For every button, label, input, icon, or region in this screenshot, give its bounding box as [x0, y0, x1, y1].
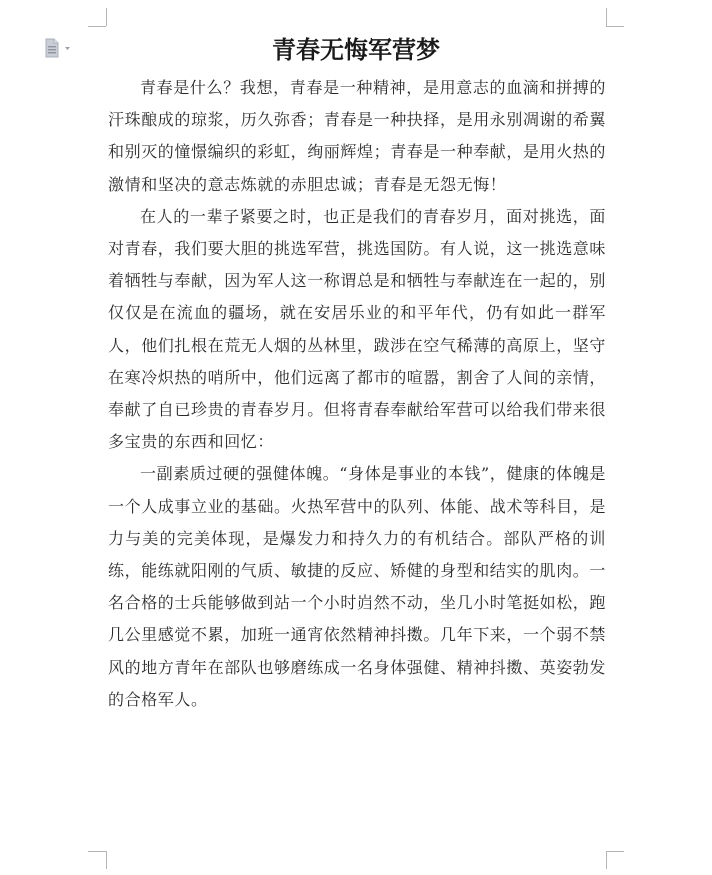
crop-mark	[606, 26, 624, 27]
document-body	[108, 72, 606, 716]
crop-mark	[606, 851, 607, 869]
crop-mark	[106, 851, 107, 869]
paragraph: 一副素质过硬的强健体魄。“身体是事业的本钱”，健康的体魄是一个人成事立业的基础。火热军营中的队列、体能、战术等科目，是力与美的完美体现，是爆发力和持久力的有机结合。部队严格的训练，能练就阳刚的气质、敏捷的反应、矫健的身型和结实的肌肉。一名合格的士兵能够做到站一个小时岿然不动，坐几小时笔挺如松，跑几公里感觉不累，加班一通宵依然精神抖擞。几年下来，一个弱不禁风的地方青年在部队也够磨练成一名身体强健、精神抖擞、英姿勃发的合格军人。	[108, 464, 607, 709]
paragraph: 在人的一辈子紧要之时，也正是我们的青春岁月，面对挑选，面对青春，我们要大胆的挑选军营，挑选国防。有人说，这一挑选意味着牺牲与奉献，因为军人这一称谓总是和牺牲与奉献连在一起的，别仅仅是在流血的疆场，就在安居乐业的和平年代，仍有如此一群军人，他们扎根在荒无人烟的丛林里，跋涉在空气稀薄的高原上，坚守在寒冷炽热的哨所中，他们远离了都市的喧嚣，割舍了人间的亲情，奉献了自已珍贵的青春岁月。但将青春奉献给军营可以给我们带来很多宝贵的东西和回忆：	[108, 206, 607, 452]
paragraph: 青春是什么？我想，青春是一种精神，是用意志的血滴和拼搏的汗珠酿成的琼浆，历久弥香；青春是一种抉择，是用永别凋谢的希翼和别灭的憧憬编织的彩虹，绚丽辉煌；青春是一种奉献，是用火热的激情和坚决的意志炼就的赤胆忠诚；青春是无怨无悔！	[108, 78, 607, 194]
crop-mark	[88, 851, 106, 852]
crop-mark	[88, 26, 106, 27]
crop-mark	[106, 8, 107, 26]
crop-mark	[606, 8, 607, 26]
document-title: 青春无悔军营梦	[272, 36, 440, 64]
crop-mark	[606, 851, 624, 852]
